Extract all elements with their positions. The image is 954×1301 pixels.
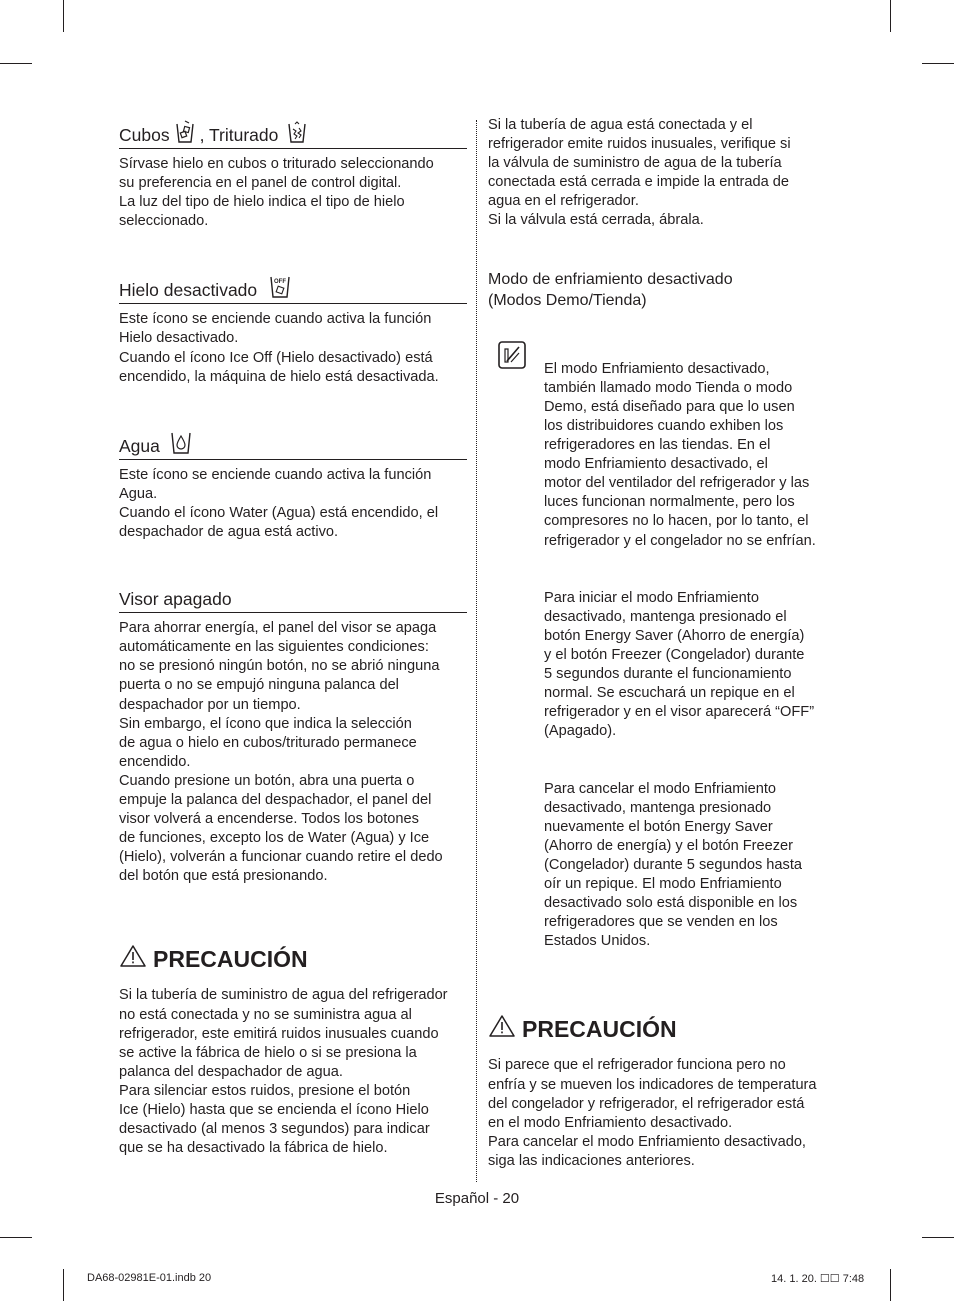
- section-heading: [119, 431, 467, 460]
- section-heading: [119, 275, 467, 304]
- crop-mark: [890, 0, 891, 32]
- ice-off-icon-text: OFF: [274, 279, 287, 286]
- water-drop-icon: [170, 430, 192, 456]
- section-body: Este ícono se enciende cuando activa la función Hielo desactivado. Cuando el ícono Ice Off (Hielo desactivado) está encendido, la máquina de hielo está desactivada.: [119, 311, 439, 385]
- caution-title: PRECAUCIÓN: [522, 1016, 677, 1043]
- heading-text: Hielo desactivado: [119, 280, 258, 301]
- caution-body: Si la tubería de suministro de agua del refrigerador no está conectada y no se suministra agua al refrigerador, este emitirá ruidos inusuales cuando se active la fábrica de hielo o si se presiona la palanca del despachador de agua. Para silenciar estos ruidos, presione el botón Ice (Hielo) hasta que se encienda el ícono Hielo desactivado (al menos 3 segundos) para indicar que se ha desactivado la fábrica de hielo.: [119, 987, 448, 1157]
- note-text: [544, 341, 834, 971]
- section-body: Este ícono se enciende cuando activa la función Agua. Cuando el ícono Water (Agua) está encendido, el despachador de agua está activo.: [119, 466, 439, 541]
- section-hielo-desactivado: [119, 275, 467, 386]
- ice-cubes-icon: [174, 119, 196, 145]
- section-heading: [119, 588, 467, 613]
- page-number: Español - 20: [434, 1190, 520, 1207]
- crop-mark: [922, 1237, 954, 1238]
- crop-mark: [63, 1269, 64, 1301]
- heading-text: Visor apagado: [119, 589, 232, 610]
- note-icon: [488, 341, 530, 971]
- caution-heading: [488, 1014, 834, 1044]
- right-column: [488, 116, 834, 1171]
- intro-text: Si la tubería de agua está conectada y el refrigerador emite ruidos inusuales, verifique si la válvula de suministro de agua de la tubería conectada está cerrada e impide la entrada de agua en el refrigerador. Si la válvula está cerrada, ábrala.: [488, 117, 791, 229]
- heading-text: , Triturado: [199, 125, 279, 145]
- section-visor-apagado: [119, 588, 467, 886]
- caution-heading: [119, 944, 467, 974]
- crop-mark: [0, 1237, 32, 1238]
- file-info: DA68-02981E-01.indb 20: [87, 1272, 212, 1284]
- section-cubos: [119, 120, 467, 231]
- left-column: [119, 120, 467, 1158]
- heading-text: Agua: [119, 435, 160, 456]
- section-agua: [119, 431, 467, 542]
- print-date: 14. 1. 20. ☐☐ 7:48: [771, 1273, 865, 1285]
- caution-right: [488, 1014, 834, 1171]
- note-paragraph: Para cancelar el modo Enfriamiento desactivado, mantenga presionado nuevamente el botón Energy Saver (Ahorro de energía) y el botón Freezer (Congelador) durante 5 segundos hasta oír un repique. El modo Enfriamiento desactivado solo está disponible en los refrigeradores que se venden en los Estados Unidos.: [544, 780, 802, 950]
- crop-mark: [0, 63, 32, 64]
- note-paragraph: El modo Enfriamiento desactivado, también llamado modo Tienda o modo Demo, está diseñado para que lo usen los distribuidores cuando exhiben los refrigeradores en las tiendas. En el modo Enfriamiento desactivado, el motor del ventilador del refrigerador y las luces funcionan normalmente, pero los compresores no lo hacen, por lo tanto, el refrigerador y el congelador no se enfrían.: [544, 360, 816, 549]
- note-block: [488, 341, 834, 971]
- caution-body: Si parece que el refrigerador funciona pero no enfría y se mueven los indicadores de temperatura del congelador y refrigerador, el refrigerador está en el modo Enfriamiento desactivado. Para cancelar el modo Enfriamiento desactivado, siga las indicaciones anteriores.: [488, 1057, 817, 1169]
- crop-mark: [63, 0, 64, 32]
- caution-left: [119, 944, 467, 1158]
- section-body: Sírvase hielo en cubos o triturado seleccionando su preferencia en el panel de control digital. La luz del tipo de hielo indica el tipo de hielo seleccionado.: [119, 156, 434, 230]
- ice-off-icon: [269, 274, 291, 300]
- caution-title: PRECAUCIÓN: [153, 946, 308, 973]
- section-heading: [119, 120, 467, 149]
- crop-mark: [922, 63, 954, 64]
- note-paragraph: Para iniciar el modo Enfriamiento desactivado, mantenga presionado el botón Energy Saver (Ahorro de energía) y el botón Freezer (Congelador) durante 5 segundos durante el funcionamiento normal. Se escuchará un repique en el refrigerador y en el visor aparecerá “OFF” (Apagado).: [544, 589, 815, 740]
- warning-triangle-icon: [488, 1014, 516, 1044]
- crushed-ice-icon: [286, 119, 308, 145]
- warning-triangle-icon: [119, 944, 147, 974]
- heading-text: Cubos: [119, 125, 170, 145]
- column-divider: [476, 120, 477, 1182]
- crop-mark: [890, 1269, 891, 1301]
- subsection-heading: Modo de enfriamiento desactivado (Modos Demo/Tienda): [488, 270, 733, 309]
- section-body: Para ahorrar energía, el panel del visor se apaga automáticamente en las siguientes condiciones: no se presionó ningún botón, no se abrió ninguna puerta o no se empujó ninguna palanca del despachador por un tiempo. Sin embargo, el ícono que indica la selección de agua o hielo en cubos/triturado permanece encendido. Cuando presione un botón, abra una puerta o empuje la palanca del despachador, el panel del visor volverá a encenderse. Todos los botones de funciones, excepto los de Water (Agua) y Ice (Hielo), volverán a funcionar cuando retire el dedo del botón que está presionando.: [119, 620, 443, 885]
